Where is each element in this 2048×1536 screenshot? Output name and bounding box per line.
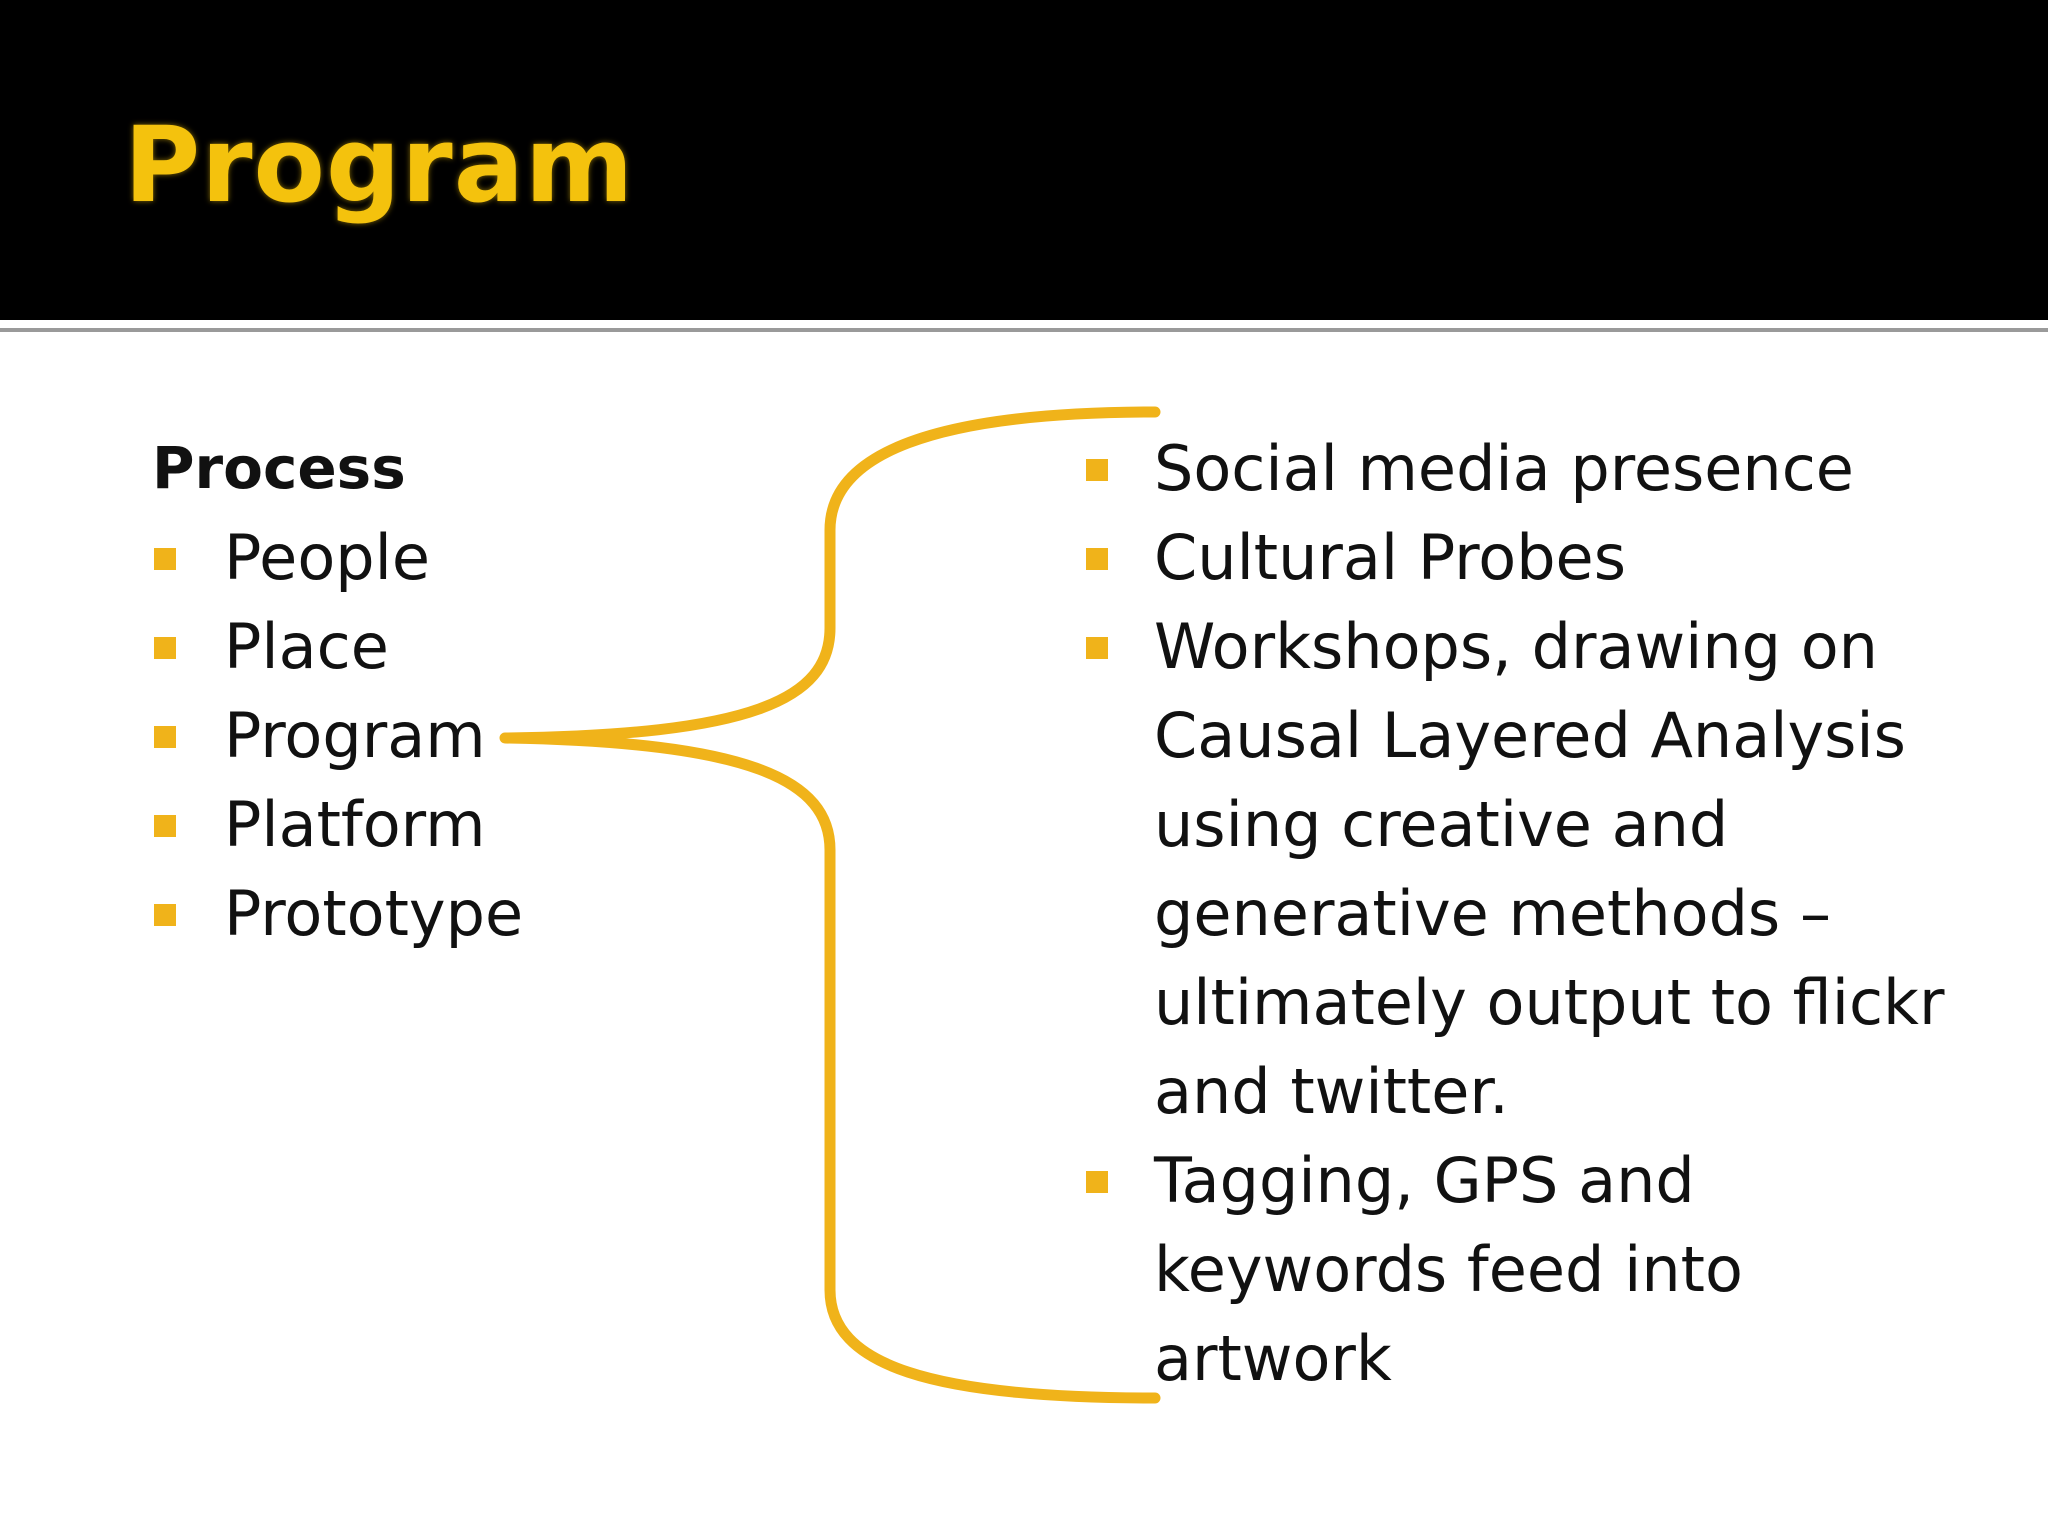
title-divider xyxy=(0,328,2048,332)
bullet-square-icon xyxy=(1086,637,1108,659)
left-column xyxy=(152,424,752,958)
bullet-square-icon xyxy=(154,548,176,570)
list-item xyxy=(1084,424,1994,513)
process-heading: Process xyxy=(152,434,406,502)
list-item-label: Workshops, drawing on Causal Layered Analysis using creative and generative methods – ultimately output to flickr and twitter. xyxy=(1154,610,1945,1128)
list-item-label: People xyxy=(224,521,430,594)
bullet-square-icon xyxy=(1086,459,1108,481)
bullet-square-icon xyxy=(1086,1171,1108,1193)
list-item xyxy=(1084,602,1994,1136)
list-item xyxy=(152,513,752,602)
process-list xyxy=(152,513,752,958)
list-item xyxy=(1084,513,1994,602)
slide-title: Program xyxy=(124,104,635,226)
list-item xyxy=(152,780,752,869)
list-item-label: Tagging, GPS and keywords feed into artwork xyxy=(1154,1144,1743,1395)
right-column xyxy=(1084,424,1984,1403)
list-item xyxy=(152,691,752,780)
list-item-label: Platform xyxy=(224,788,486,861)
title-bar xyxy=(0,0,2048,320)
list-item-label: Prototype xyxy=(224,877,524,950)
list-item-label: Place xyxy=(224,610,389,683)
bullet-square-icon xyxy=(154,637,176,659)
list-item xyxy=(152,869,752,958)
bullet-square-icon xyxy=(154,726,176,748)
bullet-square-icon xyxy=(154,815,176,837)
list-item xyxy=(1084,1136,1994,1403)
list-item-label: Social media presence xyxy=(1154,432,1854,505)
list-item-label: Program xyxy=(224,699,486,772)
program-detail-list xyxy=(1084,424,1984,1403)
bullet-square-icon xyxy=(1086,548,1108,570)
bullet-square-icon xyxy=(154,904,176,926)
list-item xyxy=(152,602,752,691)
list-item-label: Cultural Probes xyxy=(1154,521,1626,594)
